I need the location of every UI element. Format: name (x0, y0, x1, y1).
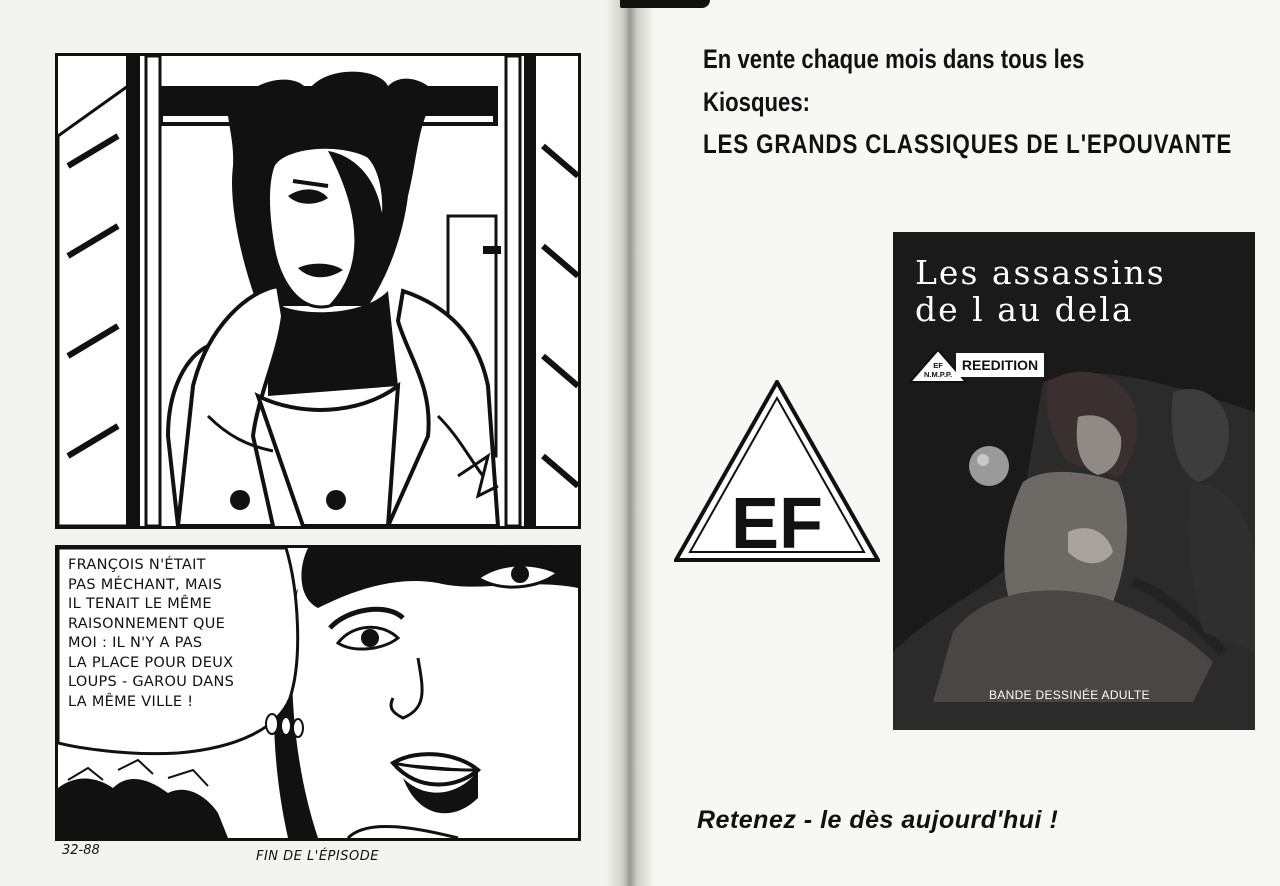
balloon-line: RAISONNEMENT QUE (68, 615, 226, 632)
series-title: LES GRANDS CLASSIQUES DE L'EPOUVANTE (703, 129, 1233, 159)
balloon-line: LA PLACE POUR DEUX (68, 654, 234, 671)
cover-title (915, 254, 1166, 328)
balloon-line: PAS MÉCHANT, MAIS (68, 576, 223, 593)
speech-balloon-text (68, 556, 278, 712)
episode-end-caption: FIN DE L'ÉPISODE (256, 849, 379, 864)
woman-doorway-illustration (58, 56, 578, 526)
page-number: 32-88 (62, 843, 100, 858)
balloon-line: MOI : IL N'Y A PAS (68, 635, 203, 651)
cover-title-line-2: de l au dela (915, 290, 1134, 329)
balloon-line: LA MÊME VILLE ! (68, 693, 194, 710)
comic-panel-closeup-face (55, 545, 581, 841)
page-edge-shadow (620, 0, 710, 8)
balloon-line: FRANÇOIS N'ÉTAIT (68, 557, 206, 573)
reedition-badge (908, 349, 1044, 383)
tagline: Retenez - le dès aujourd'hui ! (697, 806, 1059, 834)
badge-triangle-bottom: N.M.P.P. (923, 370, 953, 379)
book-gutter (606, 0, 654, 886)
balloon-line: IL TENAIT LE MÊME (68, 596, 212, 612)
badge-label: REEDITION (956, 353, 1044, 377)
badge-triangle-top: EF (933, 361, 943, 370)
badge-triangle-text (920, 361, 956, 379)
ef-logo-text: EF (730, 484, 824, 564)
ef-triangle-logo (674, 380, 880, 564)
comic-panel-woman-in-doorway (55, 53, 581, 529)
magazine-cover (893, 232, 1255, 730)
balloon-line: LOUPS - GAROU DANS (68, 674, 235, 690)
cover-title-line-1: Les assassins (915, 253, 1166, 292)
cover-footer: BANDE DESSINÉE ADULTE (989, 688, 1150, 702)
ad-text-line-1: En vente chaque mois dans tous les (703, 44, 1085, 74)
ad-text-line-2: Kiosques: (703, 87, 811, 117)
